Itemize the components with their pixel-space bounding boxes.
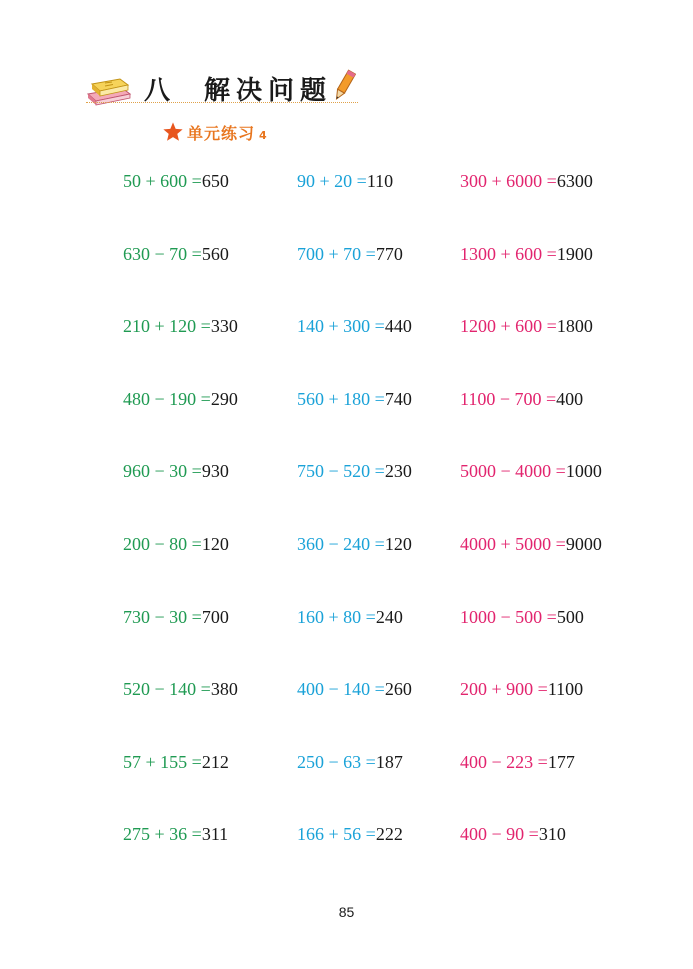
equation-item [297, 170, 393, 192]
equation-item [123, 678, 238, 700]
equation-answer: 440 [384, 316, 412, 337]
equation-expression: 210 + 120 = [123, 316, 211, 337]
equation-expression: 730 − 30 = [123, 606, 202, 627]
equation-expression: 560 + 180 = [297, 388, 385, 409]
equation-item [123, 460, 229, 482]
equation-expression: 90 + 20 = [297, 171, 367, 191]
equation-answer: 110 [366, 171, 394, 191]
equation-answer: 770 [375, 243, 403, 264]
equation-item [460, 460, 602, 482]
equation-item [297, 606, 403, 628]
equation-expression: 50 + 600 = [123, 171, 202, 191]
equation-item [460, 243, 593, 265]
equation-answer: 1800 [556, 316, 593, 337]
equation-answer: 230 [384, 461, 412, 482]
equation-expression: 520 − 140 = [123, 679, 211, 700]
equation-item [123, 533, 229, 555]
equation-expression: 400 − 223 = [460, 751, 548, 772]
equation-item [123, 243, 229, 265]
equation-item [460, 533, 602, 555]
equation-item [297, 533, 412, 555]
equation-expression: 750 − 520 = [297, 461, 385, 482]
exercise-title: 单元练习 [187, 123, 256, 143]
equation-expression: 1000 − 500 = [460, 606, 557, 627]
equation-answer: 1100 [547, 679, 584, 700]
equation-expression: 275 + 36 = [123, 824, 202, 845]
equation-expression: 166 + 56 = [297, 824, 376, 845]
equation-expression: 1300 + 600 = [460, 243, 557, 264]
equation-item [460, 751, 575, 773]
equation-answer: 380 [210, 679, 238, 700]
equation-expression: 200 − 80 = [123, 534, 202, 554]
equation-item [123, 315, 238, 337]
equation-item [123, 388, 238, 410]
equation-item [460, 388, 583, 410]
equation-item [297, 751, 403, 773]
equation-answer: 290 [210, 388, 238, 409]
equation-expression: 4000 + 5000 = [460, 534, 566, 554]
equation-item [297, 315, 412, 337]
equation-answer: 222 [375, 824, 403, 845]
equation-expression: 140 + 300 = [297, 316, 385, 337]
equation-answer: 311 [201, 824, 229, 845]
equation-answer: 6300 [556, 171, 593, 191]
equation-item [460, 678, 583, 700]
equation-answer: 330 [210, 316, 238, 337]
equation-answer: 500 [556, 606, 584, 627]
equation-item [297, 678, 412, 700]
equation-item [460, 315, 593, 337]
equation-expression: 630 − 70 = [123, 243, 202, 264]
equation-item [297, 823, 403, 845]
equation-expression: 960 − 30 = [123, 461, 202, 482]
equation-answer: 9000 [565, 534, 602, 554]
equation-answer: 177 [547, 751, 575, 772]
equation-expression: 160 + 80 = [297, 606, 376, 627]
equation-answer: 930 [201, 461, 229, 482]
equation-expression: 5000 − 4000 = [460, 461, 566, 482]
equation-expression: 200 + 900 = [460, 679, 548, 700]
equation-item [123, 751, 229, 773]
equation-item [297, 460, 412, 482]
equation-answer: 212 [201, 751, 229, 772]
equation-answer: 1000 [565, 461, 602, 482]
equation-answer: 1900 [556, 243, 593, 264]
equation-answer: 260 [384, 679, 412, 700]
equation-expression: 400 − 90 = [460, 824, 539, 845]
equation-answer: 400 [556, 388, 584, 409]
equation-expression: 480 − 190 = [123, 388, 211, 409]
equation-expression: 57 + 155 = [123, 751, 202, 772]
equation-answer: 120 [384, 534, 412, 554]
exercise-number: 4 [259, 128, 267, 142]
chapter-number: 八 [144, 76, 173, 106]
page-number: 85 [338, 904, 355, 920]
equation-expression: 360 − 240 = [297, 534, 385, 554]
equation-answer: 560 [201, 243, 229, 264]
equation-answer: 650 [201, 171, 229, 191]
equation-expression: 300 + 6000 = [460, 171, 557, 191]
equation-expression: 250 − 63 = [297, 751, 376, 772]
equation-answer: 187 [375, 751, 403, 772]
equation-item [297, 388, 412, 410]
equation-expression: 700 + 70 = [297, 243, 376, 264]
equation-item [123, 823, 228, 845]
chapter-title: 解决问题 [204, 76, 333, 106]
equation-item [123, 606, 229, 628]
equation-expression: 1200 + 600 = [460, 316, 557, 337]
equation-answer: 700 [201, 606, 229, 627]
equation-expression: 1100 − 700 = [460, 388, 557, 409]
equation-item [460, 606, 584, 628]
equation-item [123, 170, 229, 192]
equation-answer: 740 [384, 388, 412, 409]
equation-item [460, 170, 593, 192]
equation-answer: 120 [201, 534, 229, 554]
equation-expression: 400 − 140 = [297, 679, 385, 700]
equation-item [297, 243, 403, 265]
equation-answer: 240 [375, 606, 403, 627]
equation-item [460, 823, 566, 845]
equation-answer: 310 [538, 824, 566, 845]
